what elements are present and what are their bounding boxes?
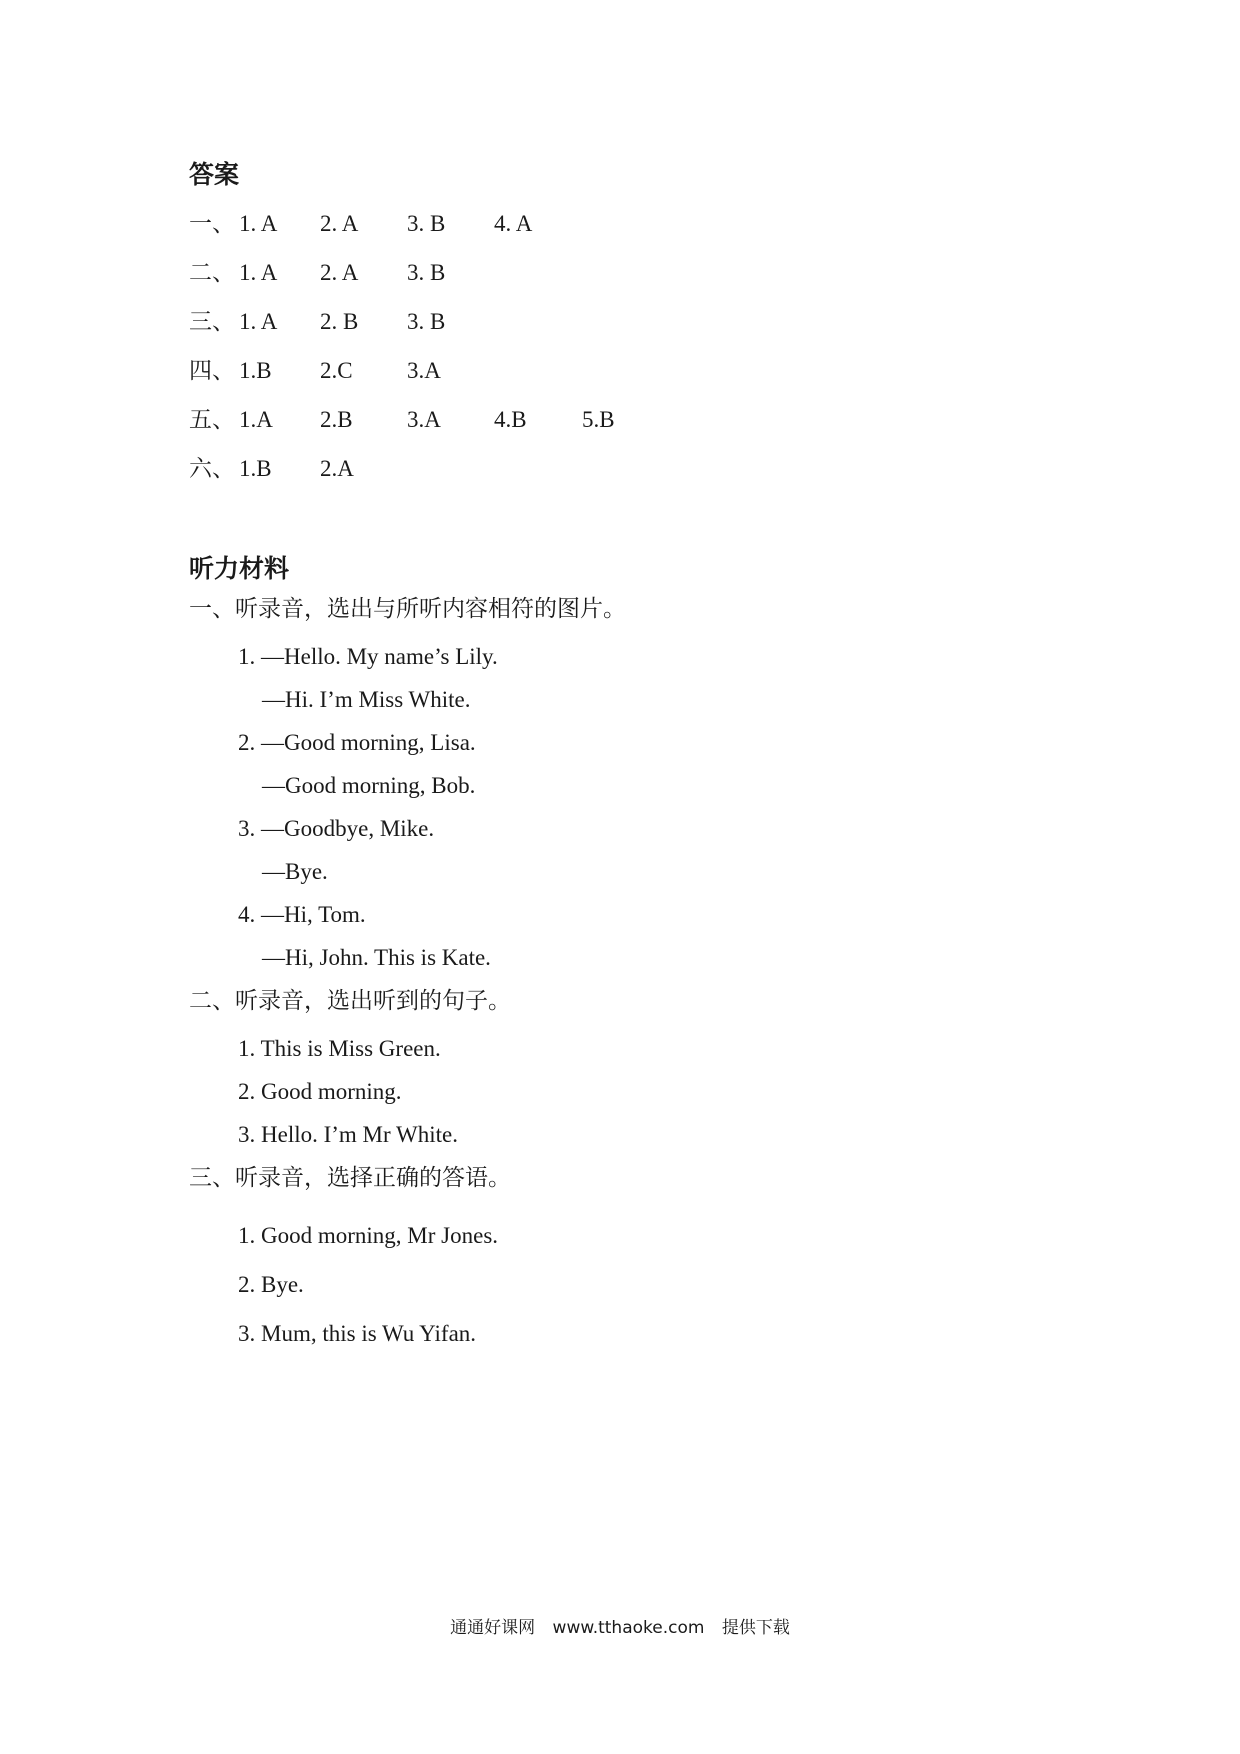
page-footer [0, 1616, 1240, 1640]
answer-index: 二、 [189, 260, 235, 286]
answer-item: 3. B [407, 260, 446, 285]
section-title: 一、听录音，选出与所听内容相符的图片。 [189, 596, 626, 622]
answer-item: 1. A [239, 309, 278, 334]
answer-index: 一、 [189, 211, 235, 237]
footer-site-name: 通通好课网 [450, 1618, 536, 1638]
footer-url[interactable]: www.tthaoke.com [552, 1618, 705, 1638]
answer-item: 5.B [582, 407, 615, 432]
answer-item: 1.A [239, 407, 273, 432]
answer-item: 3.A [407, 358, 441, 383]
answer-index: 四、 [189, 358, 235, 384]
footer-note: 提供下载 [721, 1618, 790, 1638]
answer-item: 2.C [320, 358, 353, 383]
answer-index: 三、 [189, 309, 235, 335]
dialogue-line: 1. —Hello. My name’s Lily. [238, 644, 498, 669]
dialogue-line: —Hi. I’m Miss White. [262, 687, 471, 712]
section-title: 二、听录音，选出听到的句子。 [189, 988, 511, 1014]
dialogue-line: 3. —Goodbye, Mike. [238, 816, 435, 841]
answer-item: 3. B [407, 211, 446, 236]
sentence-line: 1. Good morning, Mr Jones. [238, 1223, 499, 1248]
sentence-line: 2. Bye. [238, 1272, 304, 1297]
answer-item: 1. A [239, 260, 278, 285]
dialogue-line: —Bye. [262, 859, 328, 884]
answer-index: 五、 [189, 407, 235, 433]
section-title: 三、听录音，选择正确的答语。 [189, 1165, 511, 1191]
sentence-line: 3. Hello. I’m Mr White. [238, 1122, 458, 1147]
answers-heading: 答案 [189, 160, 240, 189]
listening-heading: 听力材料 [189, 554, 290, 583]
dialogue-line: —Hi, John. This is Kate. [262, 945, 491, 970]
answer-item: 3.A [407, 407, 441, 432]
dialogue-line: 4. —Hi, Tom. [238, 902, 366, 927]
answer-item: 1.B [239, 456, 272, 481]
dialogue-line: —Good morning, Bob. [262, 773, 476, 798]
answer-item: 2.A [320, 456, 354, 481]
dialogue-line: 2. —Good morning, Lisa. [238, 730, 476, 755]
answer-index: 六、 [189, 456, 235, 482]
answer-item: 2. A [320, 211, 359, 236]
sentence-line: 1. This is Miss Green. [238, 1036, 441, 1061]
answer-item: 1. A [239, 211, 278, 236]
answer-item: 2. B [320, 309, 359, 334]
answer-item: 2. A [320, 260, 359, 285]
answer-item: 4. A [494, 211, 533, 236]
answer-item: 4.B [494, 407, 527, 432]
answer-item: 2.B [320, 407, 353, 432]
answer-item: 3. B [407, 309, 446, 334]
answer-item: 1.B [239, 358, 272, 383]
sentence-line: 2. Good morning. [238, 1079, 402, 1104]
sentence-line: 3. Mum, this is Wu Yifan. [238, 1321, 477, 1346]
